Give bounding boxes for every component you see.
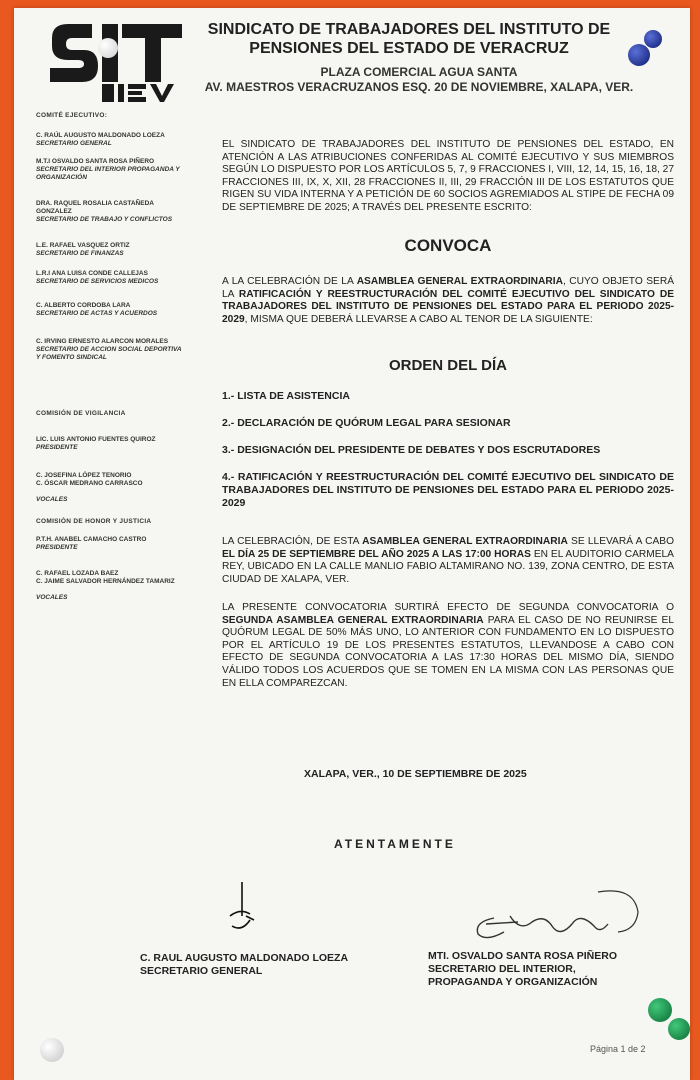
pushpin-green-icon xyxy=(648,998,672,1022)
union-name-heading xyxy=(194,20,624,58)
committee-member xyxy=(36,270,158,286)
union-name-line2: PENSIONES DEL ESTADO DE VERACRUZ xyxy=(249,40,569,57)
member-name: DRA. RAQUEL ROSALIA CASTAÑEDA GONZALEZ xyxy=(36,200,154,215)
assembly-type: ASAMBLEA GENERAL EXTRAORDINARIA xyxy=(362,536,568,547)
agenda-text: DESIGNACIÓN DEL PRESIDENTE DE DEBATES Y DOS ESCRUTADORES xyxy=(237,444,601,456)
agenda-number: 4.- xyxy=(222,471,235,483)
member-name: P.T.H. ANABEL CAMACHO CASTRO xyxy=(36,536,147,543)
signature-right xyxy=(448,882,648,952)
orden-del-dia-heading: ORDEN DEL DÍA xyxy=(388,357,508,374)
member-role: SECRETARIO DE SERVICIOS MEDICOS xyxy=(36,278,159,285)
member-name: C. IRVING ERNESTO ALARCON MORALES xyxy=(36,338,169,345)
committee-member xyxy=(36,302,157,318)
member-role: SECRETARIO DE ACCION SOCIAL DEPORTIVA Y FOMENTO SINDICAL xyxy=(36,346,182,361)
signatory-name: MTI. OSVALDO SANTA ROSA PIÑERO xyxy=(428,950,618,962)
member-name: C. RAFAEL LOZADA BAEZ C. JAIME SALVADOR HERNÁNDEZ TAMARIZ xyxy=(36,570,175,585)
second-call-text: PARA EL CASO DE NO REUNIRSE EL QUÓRUM LEGAL DE 50% MÁS UNO, LO ANTERIOR CON FUNDAMENTO EN LO DISPUESTO POR EL ARTÍCULO 19 DE LOS PRESENTES ESTATUTOS, LLEVANDOSE A CABO CON EFECTO DE SEGUNDA CONVOCATORIA A LAS 17:30 HORAS DEL MISMO DÍA, SIENDO VÁLIDO TODOS LOS ACUERDOS QUE SE TOMEN EN LA MISMA CON LAS PERSONAS QUE EN ELLA COMPAREZCAN. xyxy=(222,614,675,689)
assembly-datetime: EL DÍA 25 DE SEPTIEMBRE DEL AÑO 2025 A LAS 17:00 HORAS xyxy=(222,548,531,560)
committee-member xyxy=(36,536,146,552)
committee-member xyxy=(36,464,143,512)
member-role: VOCALES xyxy=(36,594,68,601)
member-role: SECRETARIO DEL INTERIOR PROPAGANDA Y ORGANIZACIÓN xyxy=(36,166,180,181)
document-page xyxy=(14,8,690,1080)
signatory-left xyxy=(140,952,348,978)
member-name: C. RAÚL AUGUSTO MALDONADO LOEZA xyxy=(36,132,165,139)
pushpin-blue-icon xyxy=(644,30,662,48)
signatory-role: SECRETARIO DEL INTERIOR, xyxy=(428,963,576,975)
member-name: C. ALBERTO CORDOBA LARA xyxy=(36,302,131,309)
address-line1: PLAZA COMERCIAL AGUA SANTA xyxy=(320,65,518,79)
celebration-text: SE LLEVARÁ A CABO xyxy=(567,536,674,547)
assembly-type: ASAMBLEA GENERAL EXTRAORDINARIA xyxy=(356,276,563,287)
purpose-paragraph xyxy=(222,276,674,326)
union-logo xyxy=(42,18,202,104)
intro-paragraph: EL SINDICATO DE TRABAJADORES DEL INSTITUTO DE PENSIONES DEL ESTADO, EN ATENCIÓN A LAS ATRIBUCIONES CONFERIDAS AL COMITÉ EJECUTIVO Y SUS MIEMBROS SEGÚN LO DISPUESTO POR LOS ARTÍCULOS 5, 7, 9 FRACCIONES I, VIII, 12, 14, 15, 16, 18, 27 FRACCIONES III, IX, X, XII, 28 FRACCIONES II, III, 29 FRACCIÓN III DE LOS ESTATUTOS QUE RIGEN SU VIDA INTERNA Y A PETICIÓN DE 60 SOCIOS AGREMIADOS AL STIPE DE FECHA 09 DE SEPTIEMBRE DE 2025; A TRAVÉS DEL PRESENTE ESCRITO: xyxy=(222,139,675,213)
committee-member xyxy=(36,200,186,224)
second-call-paragraph xyxy=(222,602,674,690)
atentamente-closing: ATENTAMENTE xyxy=(334,837,456,851)
comite-label: COMITÉ EJECUTIVO: xyxy=(36,112,108,119)
celebration-paragraph xyxy=(222,536,674,586)
union-name-line1: SINDICATO DE TRABAJADORES DEL INSTITUTO DE xyxy=(207,21,611,38)
committee-member xyxy=(36,562,175,610)
honor-label: COMISIÓN DE HONOR Y JUSTICIA xyxy=(36,518,152,525)
signatory-role: PROPAGANDA Y ORGANIZACIÓN xyxy=(428,976,598,988)
celebration-text: EN EL AUDITORIO CARMELA REY, UBICADO EN LA CALLE MANLIO FABIO ALTAMIRANO NO. 139, ZONA CENTRO, DE ESTA CIUDAD DE XALAPA, VER. xyxy=(222,548,674,585)
celebration-text: LA CELEBRACIÓN, DE ESTA xyxy=(222,536,363,547)
pushpin-blue-icon xyxy=(628,44,650,66)
member-role: PRESIDENTE xyxy=(36,444,78,451)
pushpin-green-icon xyxy=(668,1018,690,1040)
signatory-role: SECRETARIO GENERAL xyxy=(140,965,263,977)
signature-left xyxy=(220,880,270,942)
committee-member xyxy=(36,436,156,452)
address-block xyxy=(184,65,654,95)
purpose-text: , MISMA QUE DEBERÁ LLEVARSE A CABO AL TENOR DE LA SIGUIENTE: xyxy=(244,313,593,325)
convoca-heading: CONVOCA xyxy=(404,236,492,255)
second-assembly-type: SEGUNDA ASAMBLEA GENERAL EXTRAORDINARIA xyxy=(222,614,484,626)
member-name: L.R.I ANA LUISA CONDE CALLEJAS xyxy=(36,270,148,277)
member-role: SECRETARIO DE ACTAS Y ACUERDOS xyxy=(36,310,158,317)
signatory-right xyxy=(428,950,617,989)
member-role: SECRETARIO GENERAL xyxy=(36,140,112,147)
signatory-name: C. RAUL AUGUSTO MALDONADO LOEZA xyxy=(140,952,349,964)
agenda-number: 1.- xyxy=(222,390,235,402)
member-role: VOCALES xyxy=(36,496,68,503)
page-number: Página 1 de 2 xyxy=(590,1044,646,1054)
agenda-number: 2.- xyxy=(222,417,235,429)
member-name: L.E. RAFAEL VASQUEZ ORTIZ xyxy=(36,242,130,249)
pushpin-white-icon xyxy=(98,38,118,58)
vigilancia-label: COMISIÓN DE VIGILANCIA xyxy=(36,410,126,417)
member-name: C. JOSEFINA LÓPEZ TENORIO C. ÓSCAR MEDRANO CARRASCO xyxy=(36,472,143,487)
committee-member xyxy=(36,242,130,258)
member-role: SECRETARIO DE TRABAJO Y CONFLICTOS xyxy=(36,216,173,223)
second-call-text: LA PRESENTE CONVOCATORIA SURTIRÁ EFECTO DE SEGUNDA CONVOCATORIA O xyxy=(222,602,674,613)
committee-member xyxy=(36,132,165,148)
committee-member xyxy=(36,158,186,182)
agenda-text: DECLARACIÓN DE QUÓRUM LEGAL PARA SESIONAR xyxy=(237,417,511,429)
agenda-text: RATIFICACIÓN Y REESTRUCTURACIÓN DEL COMITÉ EJECUTIVO DEL SINDICATO DE TRABAJADORES DEL INSTITUTO DE PENSIONES DEL ESTADO PARA EL PERIODO 2025-2029 xyxy=(222,471,674,509)
agenda-item xyxy=(222,417,674,430)
assembly-objective: RATIFICACIÓN Y REESTRUCTURACIÓN DEL COMITÉ EJECUTIVO DEL SINDICATO DE TRABAJADORES DEL INSTITUTO DE PENSIONES DEL ESTADO PARA EL PERIODO 2025-2029 xyxy=(222,288,674,325)
agenda-item xyxy=(222,390,674,403)
purpose-text: , CUYO OBJETO SERÁ LA xyxy=(222,276,675,300)
member-name: M.T.I OSVALDO SANTA ROSA PIÑERO xyxy=(36,158,155,165)
member-name: LIC. LUIS ANTONIO FUENTES QUIROZ xyxy=(36,436,156,443)
document-date: XALAPA, VER., 10 DE SEPTIEMBRE DE 2025 xyxy=(304,768,527,780)
member-role: SECRETARIO DE FINANZAS xyxy=(36,250,124,257)
agenda-text: LISTA DE ASISTENCIA xyxy=(237,390,350,402)
pushpin-white-icon xyxy=(40,1038,64,1062)
address-line2: AV. MAESTROS VERACRUZANOS ESQ. 20 DE NOVIEMBRE, XALAPA, VER. xyxy=(204,80,634,94)
member-role: PRESIDENTE xyxy=(36,544,78,551)
purpose-text: A LA CELEBRACIÓN DE LA xyxy=(222,276,357,287)
agenda-item xyxy=(222,444,674,457)
agenda-number: 3.- xyxy=(222,444,235,456)
agenda-item xyxy=(222,471,674,510)
committee-member xyxy=(36,338,186,362)
